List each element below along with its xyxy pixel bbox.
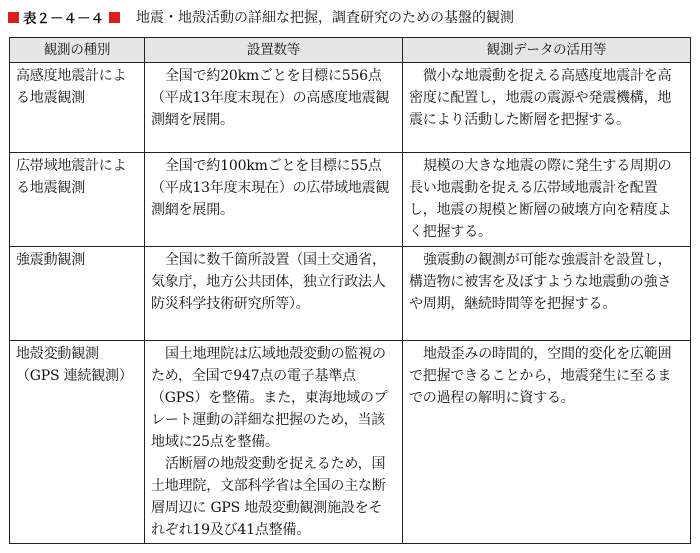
observation-table <box>9 37 691 544</box>
setup-text: 全国に数千箇所設置（国土交通省，気象庁，地方公共団体，独立行政法人防災科学技術研究所等）。 <box>151 252 386 312</box>
setup-text: 活断層の地殻変動を捉えるため，国土地理院，文部科学省は全国の主な断層周辺に GPS 地殻変動観測施設をそれぞれ19及び41点整備。 <box>151 456 386 538</box>
usage-cell <box>403 247 691 341</box>
figure-title-bar <box>6 6 514 28</box>
table-row <box>10 63 691 153</box>
usage-cell <box>403 341 691 544</box>
setup-cell <box>145 341 403 544</box>
red-square-icon <box>109 12 120 23</box>
header-setup-count: 設置数等 <box>145 38 403 63</box>
red-square-icon <box>8 12 19 23</box>
table-row <box>10 153 691 247</box>
observation-type-cell: 強震動観測 <box>10 247 145 341</box>
figure-label: 表２－４－４ <box>23 11 104 27</box>
usage-text: 地殻歪みの時間的，空間的変化を広範囲で把握できることから，地震発生に至るまでの過程の解明に資する。 <box>409 346 672 406</box>
setup-cell <box>145 63 403 153</box>
usage-text: 規模の大きな地震の際に発生する周期の長い地震動を捉える広帯域地震計を配置し，地震の規模と断層の破壊方向を精度よく把握する。 <box>409 158 672 240</box>
usage-text: 強震動の観測が可能な強震計を設置し，構造物に被害を及ぼすような地震動の強さや周期，継続時間等を把握する。 <box>409 252 672 312</box>
figure-title: 地震・地殻活動の詳細な把握，調査研究のための基盤的観測 <box>136 10 514 26</box>
setup-text: 全国で約20kmごとを目標に556点（平成13年度末現在）の高感度地震観測網を展開。 <box>151 68 390 128</box>
observation-type-cell: 高感度地震計による地震観測 <box>10 63 145 153</box>
usage-text: 微小な地震動を捉える高感度地震計を高密度に配置し，地震の震源や発震機構，地震により活動した断層を把握する。 <box>409 68 672 128</box>
table-row <box>10 341 691 544</box>
table-row <box>10 247 691 341</box>
observation-type-cell: 広帯域地震計による地震観測 <box>10 153 145 247</box>
setup-cell <box>145 247 403 341</box>
table-header-row <box>10 38 691 63</box>
header-data-usage: 観測データの活用等 <box>403 38 691 63</box>
usage-cell <box>403 153 691 247</box>
observation-type-cell: 地殻変動観測（GPS 連続観測） <box>10 341 145 544</box>
setup-text: 全国で約100kmごとを目標に55点（平成13年度末現在）の広帯域地震観測網を展開。 <box>151 158 390 218</box>
usage-cell <box>403 63 691 153</box>
setup-text: 国土地理院は広域地殻変動の監視のため，全国で947点の電子基準点（GPS）を整備。また，東海地域のプレート運動の詳細な把握のため，当該地域に25点を整備。 <box>151 346 388 450</box>
setup-cell <box>145 153 403 247</box>
header-observation-type: 観測の種別 <box>10 38 145 63</box>
